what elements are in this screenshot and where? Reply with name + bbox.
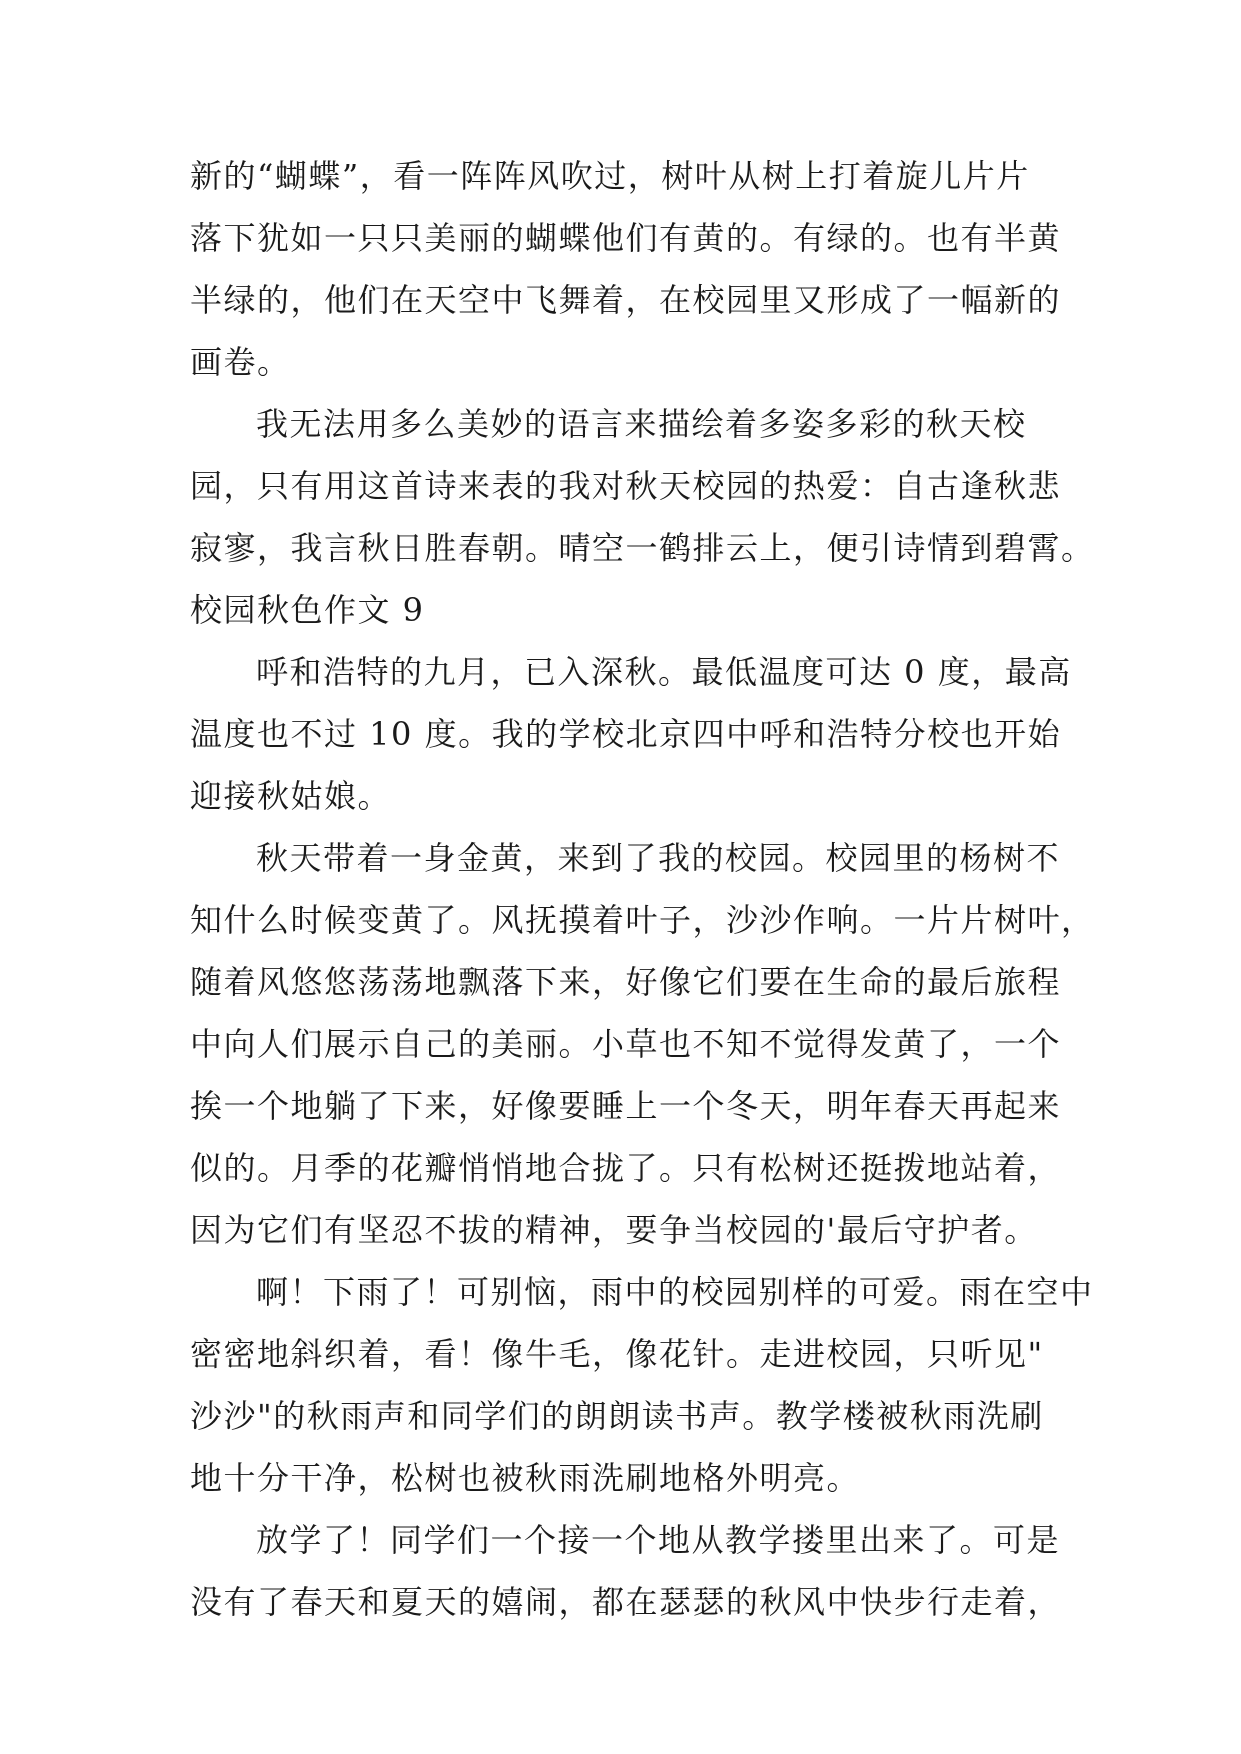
text-line: 落下犹如一只只美丽的蝴蝶他们有黄的。有绿的。也有半黄 [190,219,1062,257]
text-line: 沙沙"的秋雨声和同学们的朗朗读书声。教学楼被秋雨洗刷 [190,1397,1044,1435]
paragraph-first-line: 啊！下雨了！可别恼，雨中的校园别样的可爱。雨在空中 [256,1273,1094,1311]
text-line: 画卷。 [190,343,291,381]
text-line: 挨一个地躺了下来，好像要睡上一个冬天，明年春天再起来 [190,1087,1062,1125]
text-line: 随着风悠悠荡荡地飘落下来，好像它们要在生命的最后旅程 [190,963,1062,1001]
paragraph-first-line: 呼和浩特的九月，已入深秋。最低温度可达 0 度，最高 [256,653,1072,691]
text-line: 似的。月季的花瓣悄悄地合拢了。只有松树还挺拨地站着， [190,1149,1062,1187]
text-line: 没有了春天和夏天的嬉闹，都在瑟瑟的秋风中快步行走着， [190,1583,1062,1621]
text-line: 园，只有用这首诗来表的我对秋天校园的热爱：自古逢秋悲 [190,467,1062,505]
text-line: 寂寥，我言秋日胜春朝。晴空一鹤排云上，便引诗情到碧霄。 [190,529,1095,567]
text-line: 新的“蝴蝶”，看一阵阵风吹过，树叶从树上打着旋儿片片 [190,157,1030,195]
document-body [190,145,1095,1633]
text-line: 温度也不过 10 度。我的学校北京四中呼和浩特分校也开始 [190,715,1062,753]
text-line: 知什么时候变黄了。风抚摸着叶子，沙沙作响。一片片树叶， [190,901,1095,939]
paragraph-first-line: 放学了！同学们一个接一个地从教学搂里出来了。可是 [256,1521,1061,1559]
text-line: 密密地斜织着，看！像牛毛，像花针。走进校园，只听见" [190,1335,1044,1373]
text-line: 半绿的，他们在天空中飞舞着，在校园里又形成了一幅新的 [190,281,1062,319]
text-line: 中向人们展示自己的美丽。小草也不知不觉得发黄了，一个 [190,1025,1062,1063]
paragraph-first-line: 我无法用多么美妙的语言来描绘着多姿多彩的秋天校 [256,405,1027,443]
text-line: 迎接秋姑娘。 [190,777,392,815]
text-line: 因为它们有坚忍不拔的精神，要争当校园的'最后守护者。 [190,1211,1038,1249]
paragraph-first-line: 秋天带着一身金黄，来到了我的校园。校园里的杨树不 [256,839,1061,877]
text-line: 地十分干净，松树也被秋雨洗刷地格外明亮。 [190,1459,861,1497]
section-heading: 校园秋色作文 9 [190,591,425,629]
